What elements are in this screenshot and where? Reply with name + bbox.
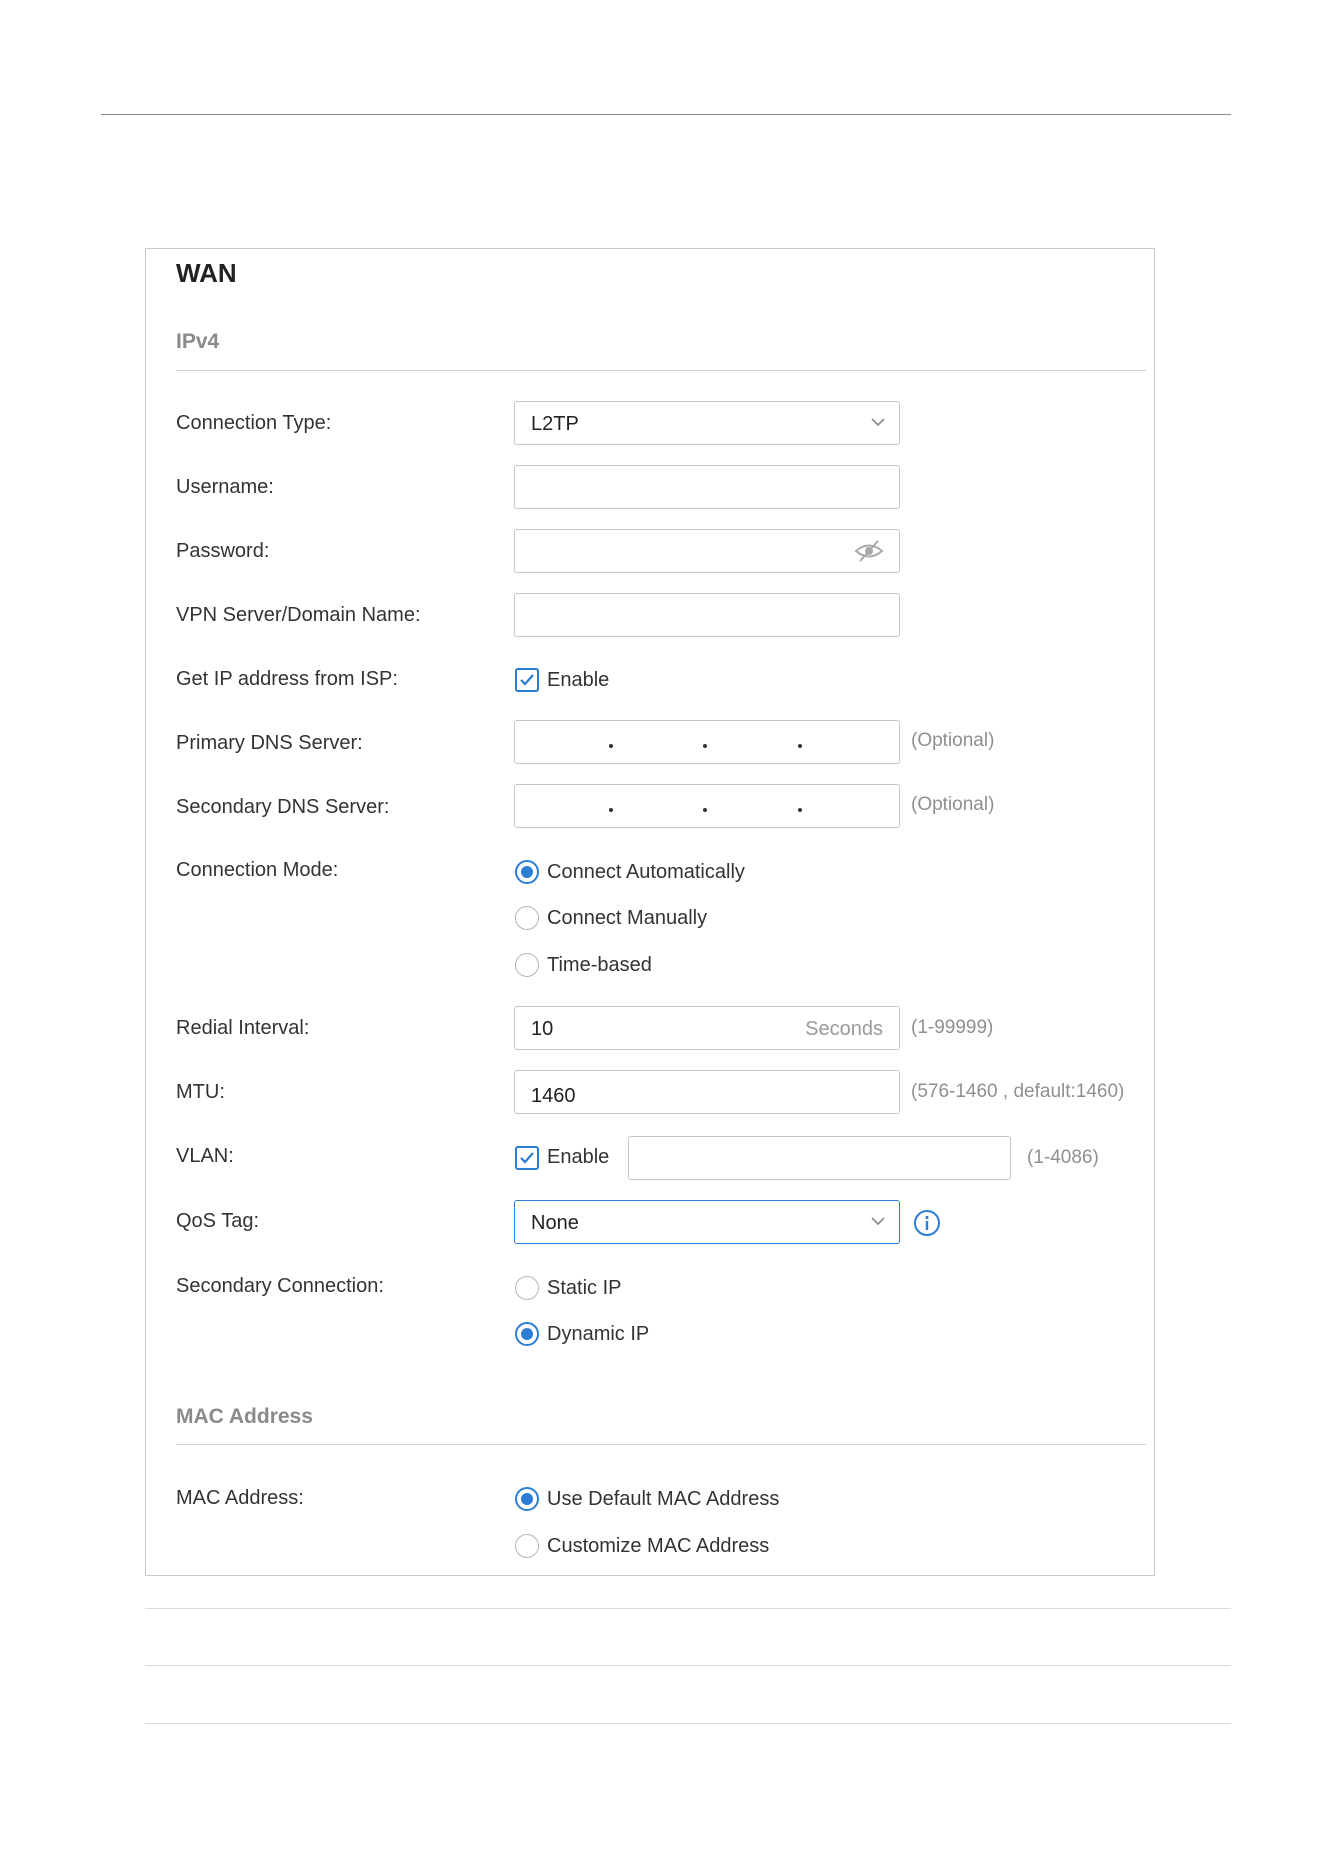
- radio-use-default-mac[interactable]: [515, 1487, 539, 1511]
- redial-interval-unit: Seconds: [805, 1018, 883, 1040]
- secondary-connection-label: Secondary Connection:: [176, 1275, 384, 1297]
- checkmark-icon: [519, 672, 535, 688]
- eye-slash-icon[interactable]: [853, 539, 885, 563]
- primary-dns-input[interactable]: [514, 720, 900, 764]
- option-label-time-based[interactable]: Time-based: [547, 954, 652, 976]
- info-icon[interactable]: [913, 1209, 941, 1237]
- mtu-label: MTU:: [176, 1081, 225, 1103]
- radio-connect-automatically[interactable]: [515, 860, 539, 884]
- ip-separator-dot: [609, 744, 613, 748]
- vlan-enable-label[interactable]: Enable: [547, 1146, 610, 1168]
- vpn-server-label: VPN Server/Domain Name:: [176, 604, 421, 626]
- mtu-value: 1460: [531, 1085, 576, 1107]
- ip-separator-dot: [703, 744, 707, 748]
- radio-customize-mac[interactable]: [515, 1534, 539, 1558]
- section-divider-ipv4: [176, 370, 1146, 371]
- connection-type-value: L2TP: [531, 413, 579, 435]
- vpn-server-input[interactable]: [514, 593, 900, 637]
- vlan-hint: (1-4086): [1027, 1147, 1099, 1168]
- radio-connect-manually[interactable]: [515, 906, 539, 930]
- ip-separator-dot: [609, 808, 613, 812]
- mtu-hint: (576-1460 , default:1460): [911, 1081, 1125, 1102]
- vlan-id-input[interactable]: [628, 1136, 1011, 1180]
- ip-separator-dot: [798, 744, 802, 748]
- qos-tag-label: QoS Tag:: [176, 1210, 260, 1232]
- secondary-dns-input[interactable]: [514, 784, 900, 828]
- chevron-down-icon: [871, 1216, 885, 1226]
- option-label-connect-automatically[interactable]: Connect Automatically: [547, 861, 745, 883]
- get-ip-checkbox[interactable]: [515, 668, 539, 692]
- ip-separator-dot: [798, 808, 802, 812]
- get-ip-enable-label[interactable]: Enable: [547, 669, 610, 691]
- secondary-dns-label: Secondary DNS Server:: [176, 796, 390, 818]
- secondary-dns-hint: (Optional): [911, 794, 995, 815]
- primary-dns-hint: (Optional): [911, 730, 995, 751]
- password-label: Password:: [176, 540, 270, 562]
- redial-interval-label: Redial Interval:: [176, 1017, 310, 1039]
- radio-dynamic-ip[interactable]: [515, 1322, 539, 1346]
- option-label-dynamic-ip[interactable]: Dynamic IP: [547, 1323, 650, 1345]
- redial-interval-hint: (1-99999): [911, 1017, 994, 1038]
- option-label-customize-mac[interactable]: Customize MAC Address: [547, 1535, 770, 1557]
- table-rule: [145, 1665, 1231, 1666]
- get-ip-label: Get IP address from ISP:: [176, 668, 398, 690]
- mac-address-label: MAC Address:: [176, 1487, 304, 1509]
- qos-tag-select[interactable]: [514, 1200, 900, 1244]
- chevron-down-icon: [871, 417, 885, 427]
- radio-time-based[interactable]: [515, 953, 539, 977]
- connection-type-select[interactable]: [514, 401, 900, 445]
- option-label-connect-manually[interactable]: Connect Manually: [547, 907, 708, 929]
- option-label-static-ip[interactable]: Static IP: [547, 1277, 622, 1299]
- section-title-ipv4: IPv4: [176, 330, 220, 353]
- primary-dns-label: Primary DNS Server:: [176, 732, 363, 754]
- username-input[interactable]: [514, 465, 900, 509]
- connection-type-label: Connection Type:: [176, 412, 332, 434]
- connection-mode-label: Connection Mode:: [176, 859, 339, 881]
- qos-tag-value: None: [531, 1212, 579, 1234]
- vlan-checkbox[interactable]: [515, 1146, 539, 1170]
- username-label: Username:: [176, 476, 274, 498]
- password-input[interactable]: [514, 529, 900, 573]
- radio-static-ip[interactable]: [515, 1276, 539, 1300]
- page-header-rule: [101, 114, 1231, 115]
- section-divider-mac-address: [176, 1444, 1146, 1445]
- ip-separator-dot: [703, 808, 707, 812]
- redial-interval-value: 10: [531, 1018, 554, 1040]
- page-title: WAN: [176, 258, 237, 288]
- vlan-label: VLAN:: [176, 1145, 234, 1167]
- checkmark-icon: [519, 1150, 535, 1166]
- section-title-mac-address: MAC Address: [176, 1405, 313, 1428]
- table-rule: [145, 1723, 1231, 1724]
- table-rule: [145, 1608, 1231, 1609]
- mtu-input[interactable]: [514, 1070, 900, 1114]
- redial-interval-input[interactable]: [514, 1006, 900, 1050]
- option-label-use-default-mac[interactable]: Use Default MAC Address: [547, 1488, 780, 1510]
